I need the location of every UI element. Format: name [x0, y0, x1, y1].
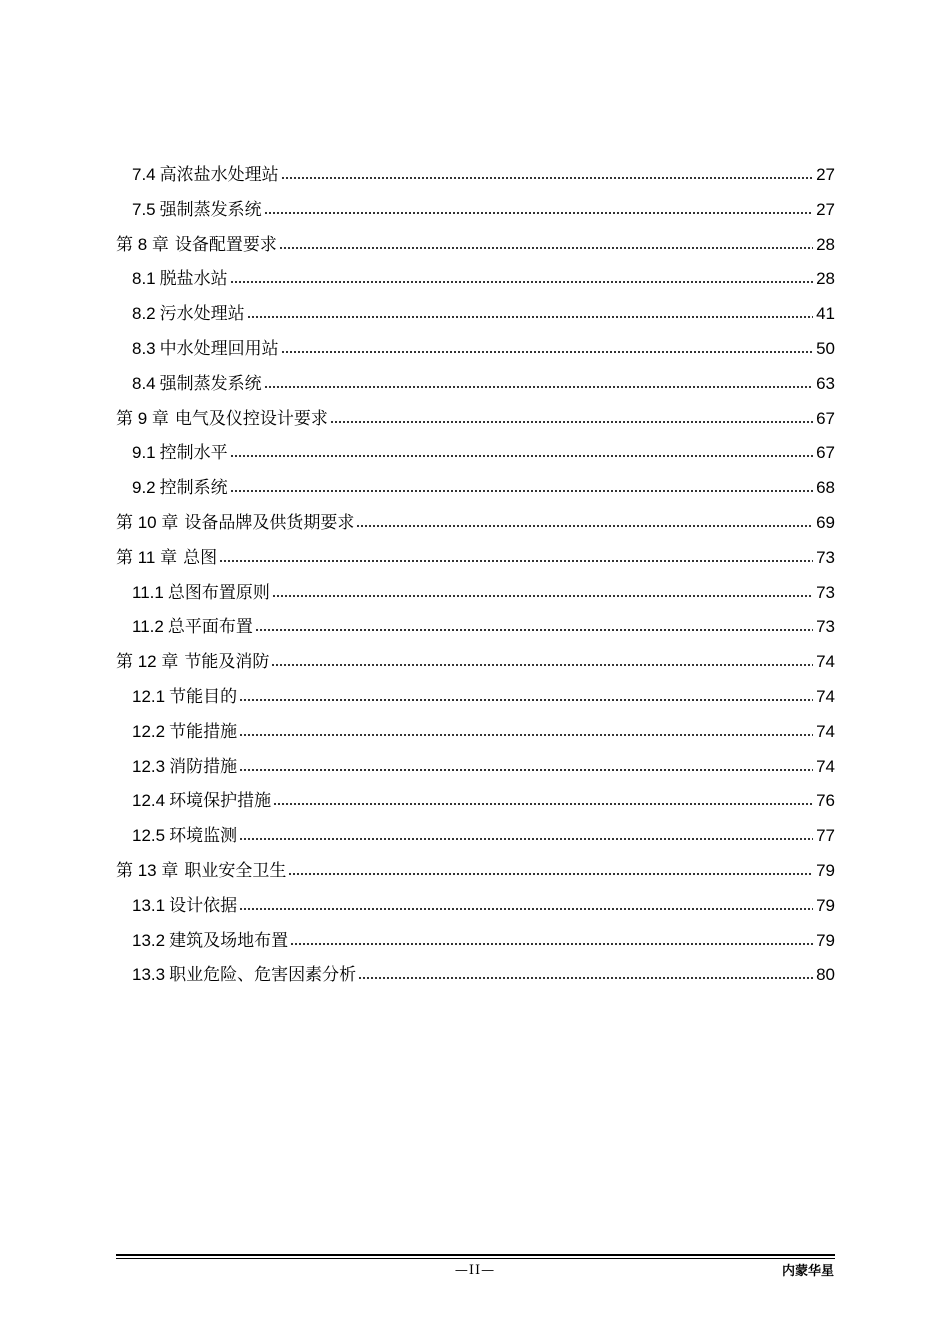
- toc-entry-number: 12.3: [132, 756, 166, 776]
- toc-entry-page: 68: [816, 478, 835, 498]
- toc-entry-title: 总平面布置: [167, 617, 253, 638]
- toc-entry-page: 79: [816, 930, 835, 950]
- toc-dot-leader: [330, 421, 813, 423]
- toc-section-entry[interactable]: [116, 367, 835, 402]
- toc-dot-leader: [239, 838, 813, 840]
- toc-entry-page: 28: [816, 269, 835, 289]
- toc-entry-page: 74: [816, 686, 835, 706]
- toc-entry-title: 职业危险、危害因素分析: [169, 965, 357, 986]
- toc-dot-leader: [230, 281, 813, 283]
- toc-entry-title: 消防措施: [169, 756, 238, 777]
- toc-section-entry[interactable]: [116, 436, 835, 471]
- toc-dot-leader: [264, 212, 813, 214]
- toc-section-entry[interactable]: [116, 750, 835, 785]
- toc-entry-title: 强制蒸发系统: [159, 373, 262, 394]
- toc-entry-number: 第 12 章: [116, 652, 179, 672]
- toc-section-entry[interactable]: [116, 158, 835, 193]
- toc-dot-leader: [281, 177, 813, 179]
- toc-section-entry[interactable]: [116, 471, 835, 506]
- toc-entry-number: 7.4: [132, 165, 156, 184]
- toc-dot-leader: [279, 247, 813, 249]
- toc-section-entry[interactable]: [116, 819, 835, 854]
- toc-chapter-entry[interactable]: [116, 228, 835, 263]
- toc-entry-page: 74: [816, 652, 835, 672]
- toc-entry-number: 8.4: [132, 373, 156, 393]
- toc-entry-title: 环境保护措施: [169, 791, 272, 812]
- toc-dot-leader: [230, 490, 813, 492]
- toc-entry-title: 设备配置要求: [174, 234, 277, 255]
- toc-entry-page: 63: [816, 373, 835, 393]
- toc-dot-leader: [358, 977, 813, 979]
- toc-section-entry[interactable]: [116, 193, 835, 228]
- toc-entry-title: 节能及消防: [184, 652, 270, 673]
- toc-entry-number: 11.1: [132, 582, 164, 602]
- toc-entry-page: 67: [816, 408, 835, 428]
- toc-entry-page: 27: [816, 165, 835, 184]
- toc-entry-number: 第 9 章: [116, 408, 169, 428]
- toc-entry-page: 79: [816, 895, 835, 915]
- toc-dot-leader: [271, 664, 813, 666]
- toc-entry-number: 9.1: [132, 443, 156, 463]
- toc-entry-page: 69: [816, 512, 835, 532]
- toc-entry-number: 12.1: [132, 686, 166, 706]
- toc-entry-number: 13.1: [132, 895, 166, 915]
- toc-dot-leader: [239, 908, 813, 910]
- toc-section-entry[interactable]: [116, 680, 835, 715]
- toc-entry-title: 电气及仪控设计要求: [174, 408, 328, 429]
- toc-entry-title: 节能目的: [169, 686, 238, 707]
- toc-entry-page: 28: [816, 234, 835, 254]
- toc-section-entry[interactable]: [116, 576, 835, 611]
- toc-entry-title: 设备品牌及供货期要求: [184, 512, 355, 533]
- toc-entry-title: 强制蒸发系统: [159, 199, 262, 220]
- toc-dot-leader: [272, 595, 813, 597]
- toc-entry-title: 总图: [183, 547, 218, 568]
- table-of-contents: [116, 158, 835, 993]
- toc-entry-number: 第 8 章: [116, 234, 169, 254]
- toc-entry-page: 77: [816, 826, 835, 846]
- toc-chapter-entry[interactable]: [116, 402, 835, 437]
- toc-entry-title: 环境监测: [169, 826, 238, 847]
- toc-entry-page: 79: [816, 860, 835, 880]
- toc-entry-title: 建筑及场地布置: [169, 930, 289, 951]
- toc-section-entry[interactable]: [116, 610, 835, 645]
- toc-entry-page: 27: [816, 199, 835, 219]
- toc-entry-page: 80: [816, 965, 835, 985]
- toc-entry-page: 76: [816, 791, 835, 811]
- toc-entry-title: 高浓盐水处理站: [159, 165, 279, 185]
- toc-entry-number: 13.2: [132, 930, 166, 950]
- toc-entry-number: 12.4: [132, 791, 166, 811]
- toc-entry-page: 74: [816, 756, 835, 776]
- toc-entry-number: 第 11 章: [116, 547, 178, 567]
- toc-dot-leader: [255, 629, 813, 631]
- toc-entry-number: 13.3: [132, 965, 166, 985]
- toc-entry-title: 中水处理回用站: [159, 338, 279, 359]
- toc-entry-page: 41: [816, 304, 835, 324]
- toc-entry-page: 73: [816, 617, 835, 637]
- toc-entry-number: 11.2: [132, 617, 164, 637]
- toc-entry-title: 控制系统: [159, 478, 228, 499]
- toc-entry-page: 67: [816, 443, 835, 463]
- toc-entry-number: 8.3: [132, 338, 156, 358]
- toc-entry-title: 职业安全卫生: [184, 860, 287, 881]
- toc-entry-number: 9.2: [132, 478, 156, 498]
- toc-entry-number: 12.2: [132, 721, 166, 741]
- toc-chapter-entry[interactable]: [116, 541, 835, 576]
- toc-dot-leader: [290, 943, 813, 945]
- toc-section-entry[interactable]: [116, 924, 835, 959]
- toc-entry-number: 8.2: [132, 304, 156, 324]
- toc-dot-leader: [281, 351, 813, 353]
- toc-section-entry[interactable]: [116, 784, 835, 819]
- toc-entry-title: 控制水平: [159, 443, 228, 464]
- toc-entry-page: 73: [816, 582, 835, 602]
- toc-dot-leader: [273, 803, 813, 805]
- toc-dot-leader: [356, 525, 813, 527]
- footer-rule-thin: [116, 1258, 835, 1259]
- toc-dot-leader: [239, 769, 813, 771]
- toc-section-entry[interactable]: [116, 715, 835, 750]
- toc-section-entry[interactable]: [116, 262, 835, 297]
- toc-entry-number: 第 10 章: [116, 512, 179, 532]
- toc-dot-leader: [239, 734, 813, 736]
- toc-dot-leader: [239, 699, 813, 701]
- toc-chapter-entry[interactable]: [116, 854, 835, 889]
- toc-entry-page: 73: [816, 547, 835, 567]
- company-name: 内蒙华星: [781, 1264, 834, 1279]
- toc-entry-number: 7.5: [132, 199, 156, 219]
- toc-entry-number: 8.1: [132, 269, 156, 289]
- toc-section-entry[interactable]: [116, 297, 835, 332]
- toc-entry-number: 12.5: [132, 826, 166, 846]
- toc-dot-leader: [219, 560, 813, 562]
- toc-chapter-entry[interactable]: [116, 645, 835, 680]
- footer-rule: [116, 1254, 835, 1256]
- toc-dot-leader: [230, 455, 813, 457]
- toc-dot-leader: [288, 873, 813, 875]
- toc-entry-page: 50: [816, 338, 835, 358]
- toc-dot-leader: [264, 386, 813, 388]
- toc-section-entry[interactable]: [116, 958, 835, 993]
- toc-dot-leader: [247, 316, 813, 318]
- toc-entry-title: 总图布置原则: [167, 582, 270, 603]
- toc-entry-title: 节能措施: [169, 721, 238, 742]
- toc-entry-page: 74: [816, 721, 835, 741]
- toc-section-entry[interactable]: [116, 889, 835, 924]
- toc-entry-number: 第 13 章: [116, 860, 179, 880]
- toc-entry-title: 脱盐水站: [159, 269, 228, 290]
- page-number: —II—: [454, 1263, 496, 1278]
- toc-entry-title: 污水处理站: [159, 304, 245, 325]
- toc-chapter-entry[interactable]: [116, 506, 835, 541]
- toc-section-entry[interactable]: [116, 332, 835, 367]
- toc-entry-title: 设计依据: [169, 895, 238, 916]
